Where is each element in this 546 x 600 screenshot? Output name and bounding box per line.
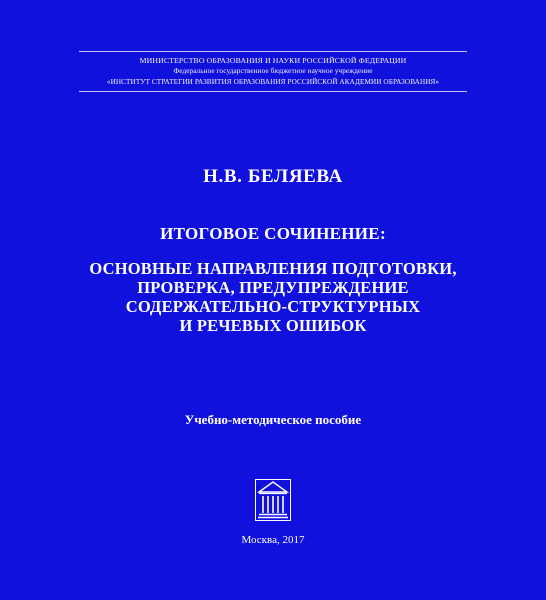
institute-building-icon — [255, 479, 291, 521]
ministry-name: МИНИСТЕРСТВО ОБРАЗОВАНИЯ И НАУКИ РОССИЙСКОЙ ФЕДЕРАЦИИ — [139, 56, 407, 65]
subtitle-line: СОДЕРЖАТЕЛЬНО-СТРУКТУРНЫХ — [125, 297, 421, 316]
book-title: ИТОГОВОЕ СОЧИНЕНИЕ: — [160, 224, 386, 243]
publisher-block — [60, 55, 486, 88]
publication-genre: Учебно-методическое пособие — [184, 412, 362, 427]
place-and-year: Москва, 2017 — [241, 534, 305, 546]
subtitle-line: ОСНОВНЫЕ НАПРАВЛЕНИЯ ПОДГОТОВКИ, — [89, 259, 457, 278]
institution-name: «ИНСТИТУТ СТРАТЕГИИ РАЗВИТИЯ ОБРАЗОВАНИЯ РОССИЙСКОЙ АКАДЕМИИ ОБРАЗОВАНИЯ» — [106, 78, 440, 86]
subtitle-line: ПРОВЕРКА, ПРЕДУПРЕЖДЕНИЕ — [137, 278, 409, 297]
bottom-divider — [79, 91, 467, 92]
top-divider — [79, 51, 467, 52]
author-name: Н.В. БЕЛЯЕВА — [203, 166, 343, 187]
institution-type: Федеральное государственное бюджетное научное учреждение — [173, 67, 373, 75]
subtitle-line: И РЕЧЕВЫХ ОШИБОК — [179, 316, 367, 335]
book-subtitle — [0, 259, 546, 335]
